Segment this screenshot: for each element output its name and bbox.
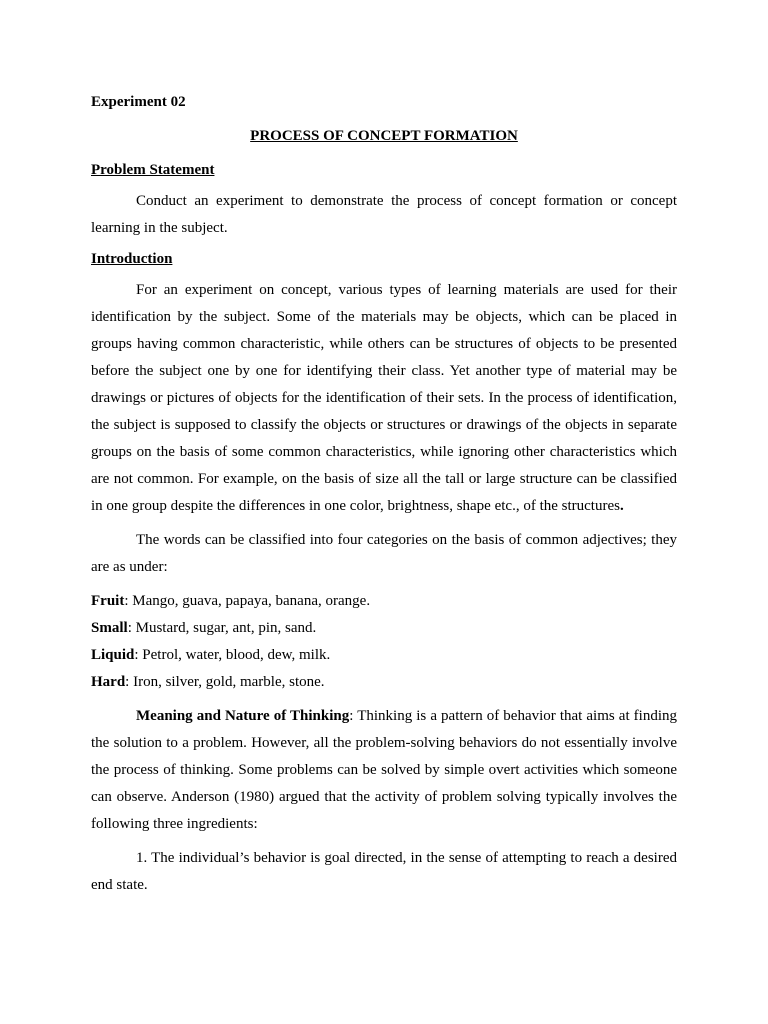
introduction-paragraph-1-end: . (619, 498, 624, 514)
category-items: : Iron, silver, gold, marble, stone. (125, 674, 325, 690)
document-title: PROCESS OF CONCEPT FORMATION (250, 128, 518, 144)
introduction-paragraph-1-text: For an experiment on concept, various types of learning materials are used for their identification by the subject. Some of the materials may be objects, which can be placed in groups having common characteristic, while others can be structures of objects to be presented before the subject one by one for identifying their class. Yet another type of material may be drawings or pictures of objects for the identification of their sets. In the process of identification, the subject is supposed to classify the objects or structures or drawings of the objects in separate groups on the basis of some common characteristics, while ignoring other characteristics which are not common. For example, on the basis of size all the tall or large structure can be classified in one group despite the differences in one color, brightness, shape etc., of the structures (91, 282, 677, 514)
introduction-heading: Introduction (91, 251, 173, 267)
category-items: : Mango, guava, papaya, banana, orange. (124, 593, 371, 609)
category-name: Fruit (91, 593, 125, 609)
thinking-paragraph (91, 703, 677, 838)
introduction-paragraph-2: The words can be classified into four categories on the basis of common adjectives; they are as under: (91, 532, 677, 575)
ingredient-1: 1. The individual’s behavior is goal directed, in the sense of attempting to reach a desired end state. (91, 850, 677, 893)
category-list (91, 588, 677, 696)
introduction-paragraph-1 (91, 277, 677, 520)
category-hard (91, 669, 677, 696)
category-name: Hard (91, 674, 126, 690)
experiment-label: Experiment 02 (91, 94, 186, 110)
problem-statement-text: Conduct an experiment to demonstrate the process of concept formation or concept learning in the subject. (91, 193, 677, 236)
category-name: Small (91, 620, 128, 636)
category-fruit (91, 588, 677, 615)
category-name: Liquid (91, 647, 135, 663)
category-items: : Petrol, water, blood, dew, milk. (134, 647, 331, 663)
problem-statement-heading: Problem Statement (91, 162, 215, 178)
thinking-text: : Thinking is a pattern of behavior that aims at finding the solution to a problem. However, all the problem-solving behaviors do not essentially involve the process of thinking. Some problems can be solved by simple overt activities which someone can observe. Anderson (1980) argued that the activity of problem solving typically involves the following three ingredients: (91, 708, 678, 832)
thinking-lead: Meaning and Nature of Thinking (136, 708, 350, 724)
category-liquid (91, 642, 677, 669)
category-small (91, 615, 677, 642)
category-items: : Mustard, sugar, ant, pin, sand. (127, 620, 317, 636)
